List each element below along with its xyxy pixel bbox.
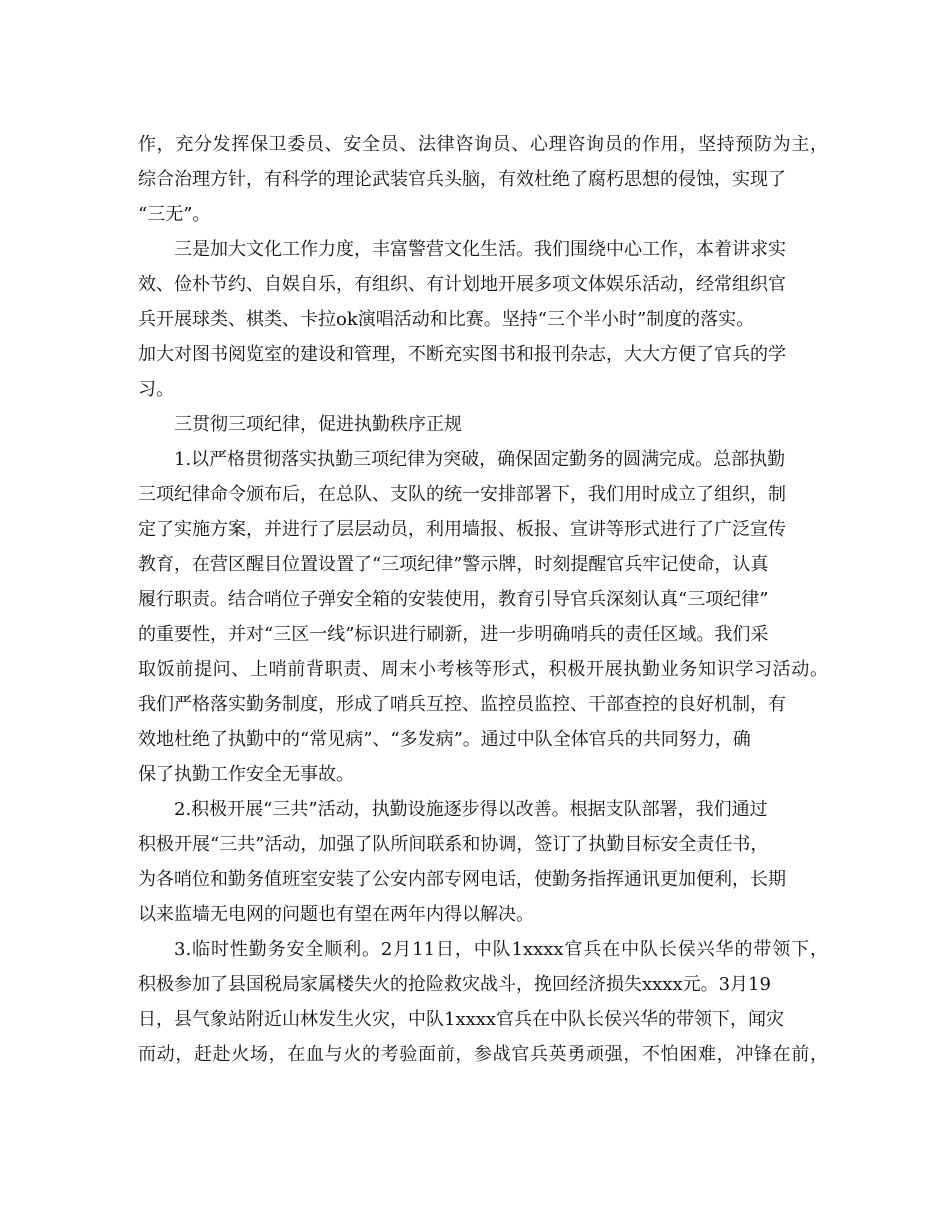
text-line: 兵开展球类、棋类、卡拉ok演唱活动和比赛。坚持“三个半小时”制度的落实。 [138,309,755,330]
text-line: 日，县气象站附近山林发生火灾，中队1xxxx官兵在中队长侯兴华的带领下，闻灾 [138,1009,785,1030]
text-line: 加大对图书阅览室的建设和管理，不断充实图书和报刊杂志，大大方便了官兵的学 [138,344,786,365]
text-line: 定了实施方案，并进行了层层动员，利用墙报、板报、宣讲等形式进行了广泛宣传 [138,519,786,540]
text-line: 2.积极开展“三共”活动，执勤设施逐步得以改善。根据支队部署，我们通过 [174,799,768,820]
text-line: 教育，在营区醒目位置设置了“三项纪律”警示牌，时刻提醒官兵牢记使命，认真 [138,554,769,575]
text-line: 保了执勤工作安全无事故。 [138,764,354,785]
text-line: 为各哨位和勤务值班室安装了公安内部专网电话，使勤务指挥通讯更加便利，长期 [138,869,786,890]
text-line: 我们严格落实勤务制度，形成了哨兵互控、监控员监控、干部查控的良好机制，有 [138,694,786,715]
text-line: 3.临时性勤务安全顺利。2月11日，中队1xxxx官兵在中队长侯兴华的带领下， [174,939,828,960]
text-line: 以来监墙无电网的问题也有望在两年内得以解决。 [138,904,534,925]
text-line: 1.以严格贯彻落实执勤三项纪律为突破，确保固定勤务的圆满完成。总部执勤 [174,449,786,470]
text-line: 三贯彻三项纪律，促进执勤秩序正规 [174,414,462,435]
text-line: 的重要性，并对“三区一线”标识进行刷新，进一步明确哨兵的责任区域。我们采 [138,624,769,645]
text-line: 效地杜绝了执勤中的“常见病”、“多发病”。通过中队全体官兵的共同努力，确 [138,729,751,750]
text-line: 取饭前提问、上哨前背职责、周末小考核等形式，积极开展执勤业务知识学习活动。 [138,659,828,680]
text-line: 效、俭朴节约、自娱自乐，有组织、有计划地开展多项文体娱乐活动，经常组织官 [138,274,786,295]
text-line: 综合治理方针，有科学的理论武装官兵头脑，有效杜绝了腐朽思想的侵蚀，实现了 [138,169,786,190]
text-line: 习。 [138,379,174,400]
text-line: 履行职责。结合哨位子弹安全箱的安装使用，教育引导官兵深刻认真“三项纪律” [138,589,769,610]
text-line: 三项纪律命令颁布后，在总队、支队的统一安排部署下，我们用时成立了组织，制 [138,484,786,505]
text-line: “三无”。 [138,204,211,225]
document-body [138,127,828,1072]
text-line: 三是加大文化工作力度，丰富警营文化生活。我们围绕中心工作，本着讲求实 [174,239,786,260]
text-line: 而动，赶赴火场，在血与火的考验面前，参战官兵英勇顽强，不怕困难，冲锋在前， [138,1044,828,1065]
text-line: 积极开展“三共”活动，加强了队所间联系和协调，签订了执勤目标安全责任书， [138,834,769,855]
text-line: 作，充分发挥保卫委员、安全员、法律咨询员、心理咨询员的作用，坚持预防为主， [138,134,828,155]
text-line: 积极参加了县国税局家属楼失火的抢险救灾战斗，挽回经济损失xxxx元。3月19 [138,974,771,995]
